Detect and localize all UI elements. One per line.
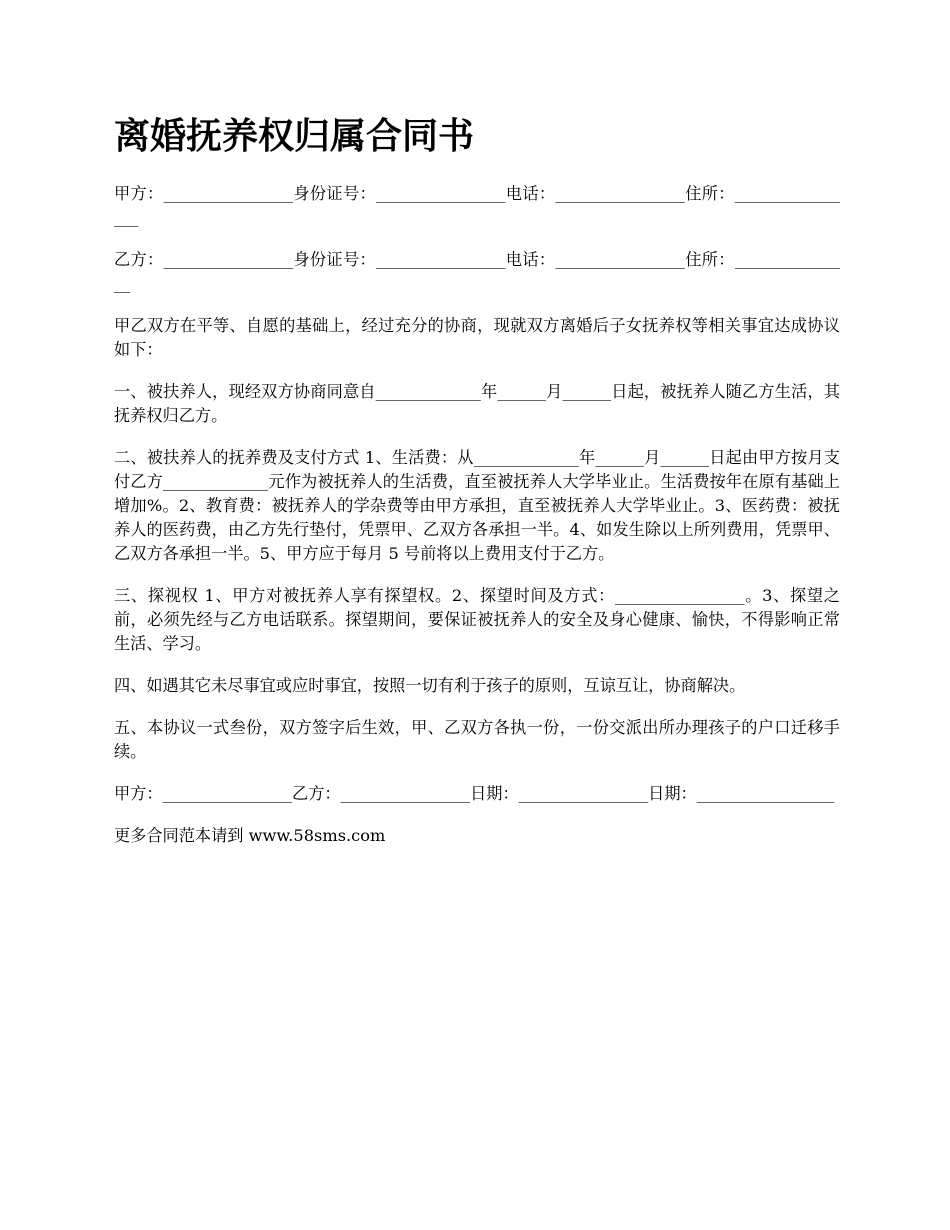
- clause-2-support-payment: 二、被扶养人的抚养费及支付方式 1、生活费：从_____________年______月______日起由甲方按月支付乙方_____________元作为被抚养人的生活费，直至被抚养人大学毕业止。生活费按年在原有基础上增加%。2、教育费：被抚养人的学杂费等由甲方承担，直至被抚养人大学毕业止。3、医药费：被抚养人的医药费，由乙方先行垫付，凭票甲、乙双方各承担一半。4、如发生除以上所列费用，凭票甲、乙双方各承担一半。5、甲方应于每月 5 号前将以上费用支付于乙方。: [114, 448, 840, 563]
- document-title: 离婚抚养权归属合同书: [114, 115, 475, 157]
- party-b-info: 乙方：________________身份证号：________________电话：________________住所：_______________: [114, 250, 840, 293]
- clause-1-custody: 一、被扶养人，现经双方协商同意自_____________年______月______日起，被抚养人随乙方生活，其抚养权归乙方。: [114, 382, 840, 425]
- signature-line: 甲方：________________乙方：________________日期：________________日期：_________________: [114, 784, 835, 803]
- clause-3-visitation: 三、探视权 1、甲方对被抚养人享有探望权。2、探望时间及方式：________________。3、探望之前，必须先经与乙方电话联系。探望期间，要保证被抚养人的安全及身心健康、愉快，不得影响正常生活、学习。: [114, 586, 840, 653]
- clause-5-copies: 五、本协议一式叁份，双方签字后生效，甲、乙双方各执一份，一份交派出所办理孩子的户口迁移手续。: [114, 718, 840, 761]
- party-a-info: 甲方：________________身份证号：________________电话：________________住所：________________: [114, 184, 840, 227]
- preamble-paragraph: 甲乙双方在平等、自愿的基础上，经过充分的协商，现就双方离婚后子女抚养权等相关事宜达成协议如下：: [114, 316, 840, 359]
- document-page: [114, 112, 840, 848]
- footer-link-text: 更多合同范本请到 www.58sms.com: [114, 826, 386, 845]
- clause-4-other-matters: 四、如遇其它未尽事宜或应时事宜，按照一切有利于孩子的原则，互谅互让，协商解决。: [114, 676, 746, 695]
